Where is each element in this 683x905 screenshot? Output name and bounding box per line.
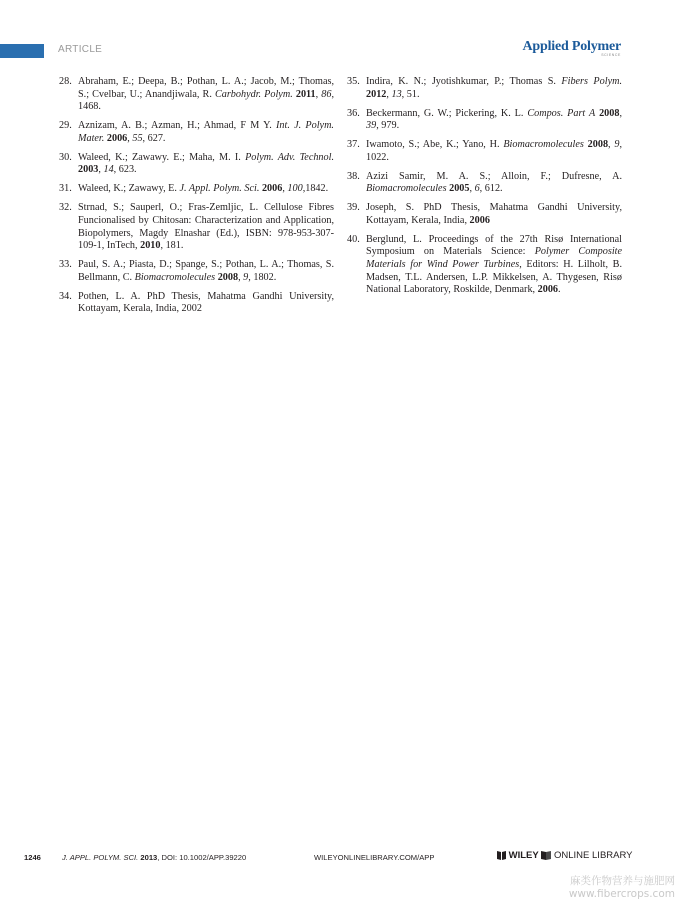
footer-citation-doi: , DOI: 10.1002/APP.39220: [157, 853, 247, 862]
watermark: [569, 873, 675, 900]
reference-number: 37.: [347, 139, 360, 151]
footer-url[interactable]: WILEYONLINELIBRARY.COM/APP: [314, 853, 435, 862]
reference-text: Waleed, K.; Zawawy. E.; Maha, M. I. Polym. Adv. Technol. 2003, 14, 623.: [78, 151, 334, 176]
reference-number: 32.: [59, 202, 72, 214]
reference-item: [347, 233, 623, 297]
reference-number: 30.: [59, 151, 72, 163]
reference-text: Beckermann, G. W.; Pickering, K. L. Compos. Part A 2008, 39, 979.: [366, 107, 622, 132]
reference-number: 31.: [59, 183, 72, 195]
reference-text: Iwamoto, S.; Abe, K.; Yano, H. Biomacromolecules 2008, 9, 1022.: [366, 139, 623, 163]
wiley-book-icon: [497, 850, 506, 860]
reference-item: [347, 139, 623, 164]
reference-text: Indira, K. N.; Jyotishkumar, P.; Thomas S. Fibers Polym. 2012, 13, 51.: [366, 76, 623, 100]
reference-item: [59, 151, 334, 177]
reference-text: Aznizam, A. B.; Azman, H.; Ahmad, F M Y. Int. J. Polym. Mater. 2006, 55, 627.: [78, 120, 334, 144]
reference-item: [347, 76, 623, 101]
reference-text: Strnad, S.; Sauperl, O.; Fras-Zemljic, L. Cellulose Fibres Funcionalised by Chitosan: Characterization and Application, Biopolymers, Magdy Elnashar (Ed.), ISBN: 978-953-307-109-1, InTech, 2010, 181.: [78, 202, 334, 252]
reference-item: [59, 120, 334, 145]
references-column-right: [347, 76, 623, 303]
header-accent-bar: [0, 44, 44, 58]
reference-number: 40.: [347, 233, 360, 245]
reference-item: [347, 202, 622, 227]
publisher-suffix: ONLINE LIBRARY: [551, 850, 633, 861]
footer-citation-year: 2013: [140, 853, 158, 862]
reference-number: 33.: [59, 259, 72, 271]
publisher-brand: WILEY: [508, 850, 539, 861]
reference-text: Azizi Samir, M. A. S.; Alloin, F.; Dufresne, A. Biomacromolecules 2005, 6, 612.: [366, 170, 622, 195]
reference-number: 36.: [347, 107, 360, 119]
references-column-left: [59, 76, 335, 322]
publisher-logo: [497, 850, 633, 861]
reference-text: Joseph, S. PhD Thesis, Mahatma Gandhi University, Kottayam, Kerala, India, 2006: [366, 202, 622, 226]
reference-item: [59, 76, 335, 114]
reference-text: Abraham, E.; Deepa, B.; Pothan, L. A.; Jacob, M.; Thomas, S.; Cvelbar, U.; Anandjiwala, R. Carbohydr. Polym. 2011, 86, 1468.: [78, 76, 335, 113]
footer-citation-journal: J. APPL. POLYM. SCI.: [62, 853, 139, 862]
reference-number: 28.: [59, 76, 72, 87]
reference-number: 34.: [59, 290, 72, 302]
reference-text: Paul, S. A.; Piasta, D.; Spange, S.; Pothan, L. A.; Thomas, S. Bellmann, C. Biomacromolecules 2008, 9, 1802.: [78, 259, 334, 283]
wiley-book-icon-2: [541, 850, 551, 860]
reference-item: [59, 259, 334, 284]
reference-item: [59, 290, 334, 316]
journal-logo: [523, 40, 622, 57]
reference-text: Berglund, L. Proceedings of the 27th Risø International Symposium on Materials Science: Polymer Composite Materials for Wind Power Turbines, Editors: H. Lilholt, B. Madsen, T.L. Andersen, L.P. Mikkelsen, A. Thygesen, Risø National Laboratory, Roskilde, Denmark, 2006.: [366, 233, 623, 296]
reference-item: [59, 202, 334, 252]
watermark-line-1: 麻类作物营养与施肥网: [570, 875, 675, 887]
reference-text: Pothen, L. A. PhD Thesis, Mahatma Gandhi University, Kottayam, Kerala, India, 2002: [78, 290, 334, 315]
section-label: ARTICLE: [58, 44, 103, 55]
page-number: 1246: [24, 853, 41, 862]
watermark-line-2: www.fibercrops.com: [568, 888, 675, 900]
journal-logo-subtext: SCIENCE: [601, 53, 621, 57]
reference-item: [347, 170, 622, 196]
reference-item: [59, 183, 334, 196]
journal-logo-text: Applied Polymer: [522, 39, 621, 54]
reference-number: 38.: [347, 170, 360, 182]
reference-number: 39.: [347, 202, 360, 214]
footer-citation: [62, 853, 246, 862]
reference-text: Waleed, K.; Zawawy, E. J. Appl. Polym. Sci. 2006, 100,1842.: [78, 183, 329, 195]
reference-item: [347, 107, 622, 133]
reference-number: 29.: [59, 120, 72, 132]
reference-number: 35.: [347, 76, 360, 87]
